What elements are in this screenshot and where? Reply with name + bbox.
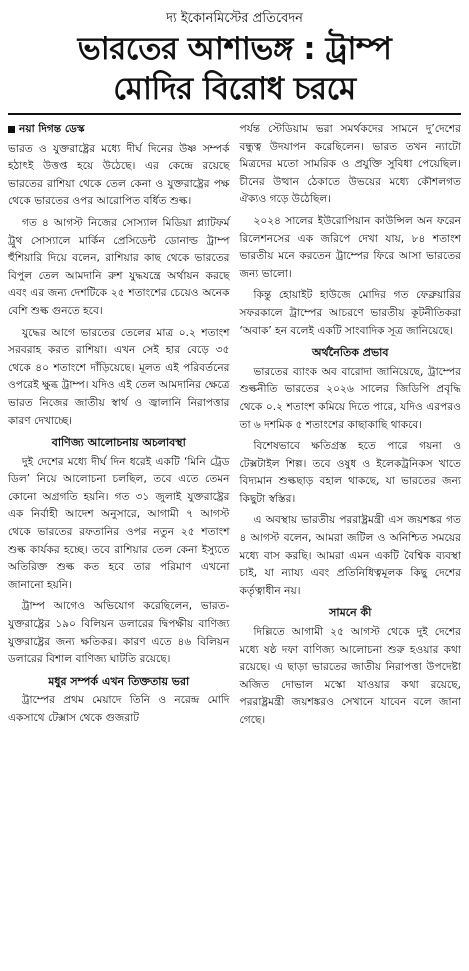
byline-square-icon [8,126,15,133]
paragraph: এ অবস্থায় ভারতীয় পররাষ্ট্রমন্ত্রী এস জয়শঙ্কর গত ৪ আগস্ট বলেন, আমরা জটিল ও অনিশ্চিত সময়ের মধ্যে বাস করছি। আমরা এমন একটি বৈশ্বিক ব্যবস্থা চাই, যা ন্যায্য এবং প্রতিনিধিত্বমূলক কিছু দেশের কর্তৃত্বাধীন নয়। [239,514,461,597]
article-kicker: দ্য ইকোনমিস্টের প্রতিবেদন [166,11,303,26]
paragraph: দুই দেশের মধ্যে দীর্ঘ দিন ধরেই একটি ‘মিনি ট্রেড ডিল’ নিয়ে আলোচনা চলছিল, তবে এতে তেমন কোনো অগ্রগতি হয়নি। গত ৩১ জুলাই যুক্তরাষ্ট্রের এক নির্বাহী আদেশ অনুসারে, আগামী ৭ আগস্ট থেকে ভারতের রফতানির ওপর নতুন ২৫ শতাংশ শুল্ক কার্যকর হচ্ছে। তবে রাশিয়ার তেল কেনা ইস্যুতে অতিরিক্ত শুল্ক কত হবে তার পরিমাণ এখনো জানানো হয়নি। [8,455,230,591]
paragraph: ভারত ও যুক্তরাষ্ট্রের মধ্যে দীর্ঘ দিনের উষ্ণ সম্পর্ক হঠাৎই উত্তপ্ত হয়ে উঠেছে। এর কেন্দ্রে রয়েছে ভারতের রাশিয়া থেকে তেল কেনা ও যুক্তরাষ্ট্রের পক্ষ থেকে ভারতের ওপর আরোপিত বর্ধিত শুল্ক। [8,142,230,208]
article-columns [8,121,461,734]
subheading: সামনে কী [329,606,372,620]
article-headline [8,29,461,109]
paragraph: ভারতের ব্যাংক অব বারোদা জানিয়েছে, ট্রাম্পের শুল্কনীতি ভারতের ২০২৬ সালের জিডিপি প্রবৃদ্ধি থেকে ০.২ শতাংশ কমিয়ে দিতে পারে, যদিও এরপরও তা ৬ দশমিক ৫ শতাংশের কাছাকাছি থাকবে। [239,365,461,431]
paragraph: দিল্লিতে আগামী ২৫ আগস্ট থেকে দুই দেশের মধ্যে ষষ্ঠ দফা বাণিজ্য আলোচনা শুরু হওয়ার কথা রয়েছে। এ ছাড়া ভারতের জাতীয় নিরাপত্তা উপদেষ্টা অজিত দোভাল মস্কো যাওয়ার কথা রয়েছে, পররাষ্ট্রমন্ত্রী জয়শঙ্করও সেখানে যাবেন বলে জানা গেছে। [239,626,461,726]
paragraph: ট্রাম্প আগেও অভিযোগ করেছিলেন, ভারত-যুক্তরাষ্ট্রের ১৯০ বিলিয়ন ডলারের দ্বিপক্ষীয় বাণিজ্য যুক্তরাষ্ট্রের জন্য ক্ষতিকর। কারণ এতে ৪৬ বিলিয়ন ডলারের বিশাল বাণিজ্য ঘাটতি রয়েছে। [8,600,230,666]
paragraph: কিন্তু হোয়াইট হাউজে মোদির গত ফেব্রুয়ারির সফরকালে ট্রাম্পের আচরণে ভারতীয় কূটনীতিকরা ‘অবাক’ হন বলেই একটি সাংবাদিক সূত্র জানিয়েছে। [239,289,461,337]
byline-text: নয়া দিগন্ত ডেস্ক [19,123,85,135]
paragraph: যুদ্ধের আগে ভারতের তেলের মাত্র ০.২ শতাংশ সরবরাহ করত রাশিয়া। এখন সেই হার বেড়ে ৩৫ থেকে ৪০ শতাংশে দাঁড়িয়েছে। মূলত এই পরিবর্তনের ওপরেই ক্ষুব্ধ ট্রাম্প। যদিও এই তেল আমদানির ক্ষেত্রে ভারত নিজের জাতীয় স্বার্থ ও জ্বালানি নিরাপত্তার কারণ দেখাচ্ছে। [8,326,230,427]
paragraph: পর্যন্ত স্টেডিয়াম ভরা সমর্থকদের সামনে দু’দেশের বন্ধুত্ব উদযাপন করেছিলেন। ভারত তখন ন্যাটো মিত্রদের মতো সামরিক ও প্রযুক্তি সুবিধা পেয়েছিল। চীনের উত্থান ঠেকাতে উভয়ের মধ্যে কৌশলগত ঐক্যও গড়ে উঠেছিল। [239,123,461,206]
headline-rule [8,113,461,115]
headline-line-1: ভারতের আশাভঙ্গ : ট্রাম্প [77,31,392,67]
subheading: বাণিজ্য আলোচনায় অচলাবস্থা [51,436,186,450]
right-column [240,121,462,734]
paragraph: বিশেষভাবে ক্ষতিগ্রস্ত হতে পারে গয়না ও টেক্সটাইল শিল্প। তবে ওষুধ ও ইলেকট্রনিকস খাতে বিদ্যমান শুল্কছাড় বহাল থাকছে, যা ভারতের জন্য কিছুটা স্বস্তির। [239,440,461,505]
left-column [8,121,230,734]
byline [8,121,230,139]
paragraph: গত ৪ আগস্ট নিজের সোস্যাল মিডিয়া প্ল্যাটফর্ম ট্রুথ সোস্যালে মার্কিন প্রেসিডেন্ট ডোনাল্ড ট্রাম্প হুঁশিয়ারি দিয়ে বলেন, রাশিয়ার কাছ থেকে ভারতের বিপুল তেল আমদানি রুশ যুদ্ধযন্ত্রে অর্থায়ন করছে এবং এর জন্য দেশটিকে ২৫ শতাংশের চেয়েও অনেক বেশি শুল্ক গুনতে হবে। [8,216,230,317]
subheading: মধুর সম্পর্ক এখন তিক্ততায় ভরা [48,674,190,688]
paragraph: ট্রাম্পের প্রথম মেয়াদে তিনি ও নরেন্দ্র মোদি একসাথে টেক্সাস থেকে গুজরাট [8,694,230,724]
subheading: অর্থনৈতিক প্রভাব [312,346,389,360]
paragraph: ২০২৪ সালের ইউরোপিয়ান কাউন্সিল অন ফরেন রিলেশনসের এক জরিপে দেখা যায়, ৮৪ শতাংশ ভারতীয় মনে করতেন ট্রাম্পের ফিরে আসা ভারতের জন্য ভালো। [239,214,461,280]
headline-line-2: মোদির বিরোধ চরমে [113,71,356,107]
